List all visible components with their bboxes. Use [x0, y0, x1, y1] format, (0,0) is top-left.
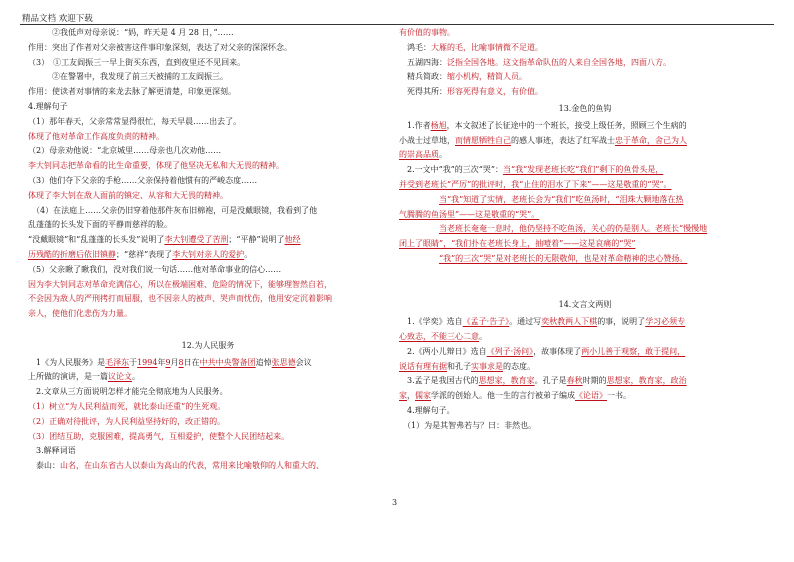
text-line	[399, 163, 771, 178]
answer-fill: 大雁的毛，比喻事情微不足道。	[431, 42, 543, 52]
text-line: （3） ①工友阎振三一早上街买东西，直到夜里还不见回来。	[28, 57, 246, 67]
answer-line: 体现了他对革命工作高度负责的精神。	[28, 131, 164, 141]
blank-line	[399, 282, 771, 297]
answer-fill: 《论语》	[575, 391, 607, 401]
text-line: ②在警署中，我发现了前三天被捕的工友阎振三。	[28, 72, 228, 82]
blank-line	[399, 267, 771, 282]
text-line: （1）那年春天，父亲常常显得很忙，每天早晨……出去了。	[28, 116, 242, 126]
text-line	[28, 248, 388, 263]
answer-fill: 家	[399, 391, 407, 401]
text-line	[399, 389, 771, 404]
text-line	[399, 252, 771, 267]
right-column	[399, 26, 771, 434]
text-segment: 。通过写	[509, 317, 542, 327]
text-line	[399, 315, 771, 330]
answer-fill: 思想家，教育家	[478, 376, 535, 386]
text-line	[399, 345, 771, 360]
text-segment: 和孔子	[447, 361, 471, 371]
answer-fill: 泛指全国各地。这文指革命队伍的人来自全国各地，四面八方。	[447, 57, 671, 67]
text-segment: ，故事体现了	[533, 346, 582, 356]
answer-line: 体现了李大钊在敌人面前的镇定、从容和大无畏的精神。	[28, 190, 228, 200]
text-segment: 2.《两小儿辩日》选自	[399, 346, 487, 356]
answer-fill: 当“我”知道了实情，老班长会为“我们”吃鱼汤时，“泪珠大颗地落在热	[439, 194, 684, 204]
answer-line: 有价值的事物。	[399, 28, 455, 37]
answer-line: 李大钊同志把革命看的比生命重要，体现了他坚决无私和大无畏的精神。	[28, 161, 284, 171]
answer-fill: 8	[178, 357, 184, 367]
answer-fill: 张思德	[271, 357, 296, 367]
text-line: 3.解释词语	[28, 446, 76, 456]
answer-fill: 忠于革命，舍己为人	[615, 135, 687, 145]
text-line	[28, 370, 388, 385]
text-line	[399, 237, 771, 252]
answer-fill: 杨旭	[430, 120, 447, 130]
text-line: 作用：使读者对事情的来龙去脉了解更清楚，印象更深刻。	[28, 87, 236, 97]
text-segment: 一书。	[607, 391, 631, 401]
text-line	[399, 374, 771, 389]
answer-fill: 缩小机构，精简人员。	[447, 72, 527, 82]
text-line	[28, 233, 388, 248]
answer-line: （3）团结互助，克服困难，提高勇气，互相爱护，使整个人民团结起来。	[28, 431, 290, 441]
text-segment: 追悼	[255, 357, 272, 367]
text-segment: 。	[244, 249, 253, 259]
text-line	[399, 70, 771, 85]
text-segment: 。	[479, 331, 487, 341]
text-line	[399, 134, 771, 149]
text-segment: 年	[157, 357, 166, 367]
text-line: 作用：突出了作者对父亲被害这件事印象深刻，表达了对父亲的深深怀念。	[28, 42, 292, 52]
text-segment: 五湖四海：	[399, 57, 447, 67]
answer-fill: 两小儿善于观察，敢于提问，	[581, 346, 686, 356]
answer-fill: 他经	[284, 235, 301, 245]
text-line	[399, 119, 771, 134]
text-segment: “没戴眼镜”和“乱蓬蓬的长头发”说明了	[28, 235, 165, 245]
text-segment	[399, 254, 439, 263]
text-line	[399, 222, 771, 237]
answer-fill: 山名，在山东省古人以泰山为高山的代表，常用来比喻敬仰的人和重大的、	[60, 461, 324, 471]
answer-fill: 说话有理有据	[399, 361, 447, 371]
text-segment: 1.《学奕》选自	[399, 317, 463, 327]
answer-fill: 心致志，不能三心二意	[399, 331, 479, 341]
text-segment: ；“慈祥”表现了	[116, 249, 173, 259]
text-segment	[399, 195, 439, 204]
text-line	[399, 193, 771, 208]
header-divider	[20, 24, 774, 25]
answer-fill: 形容死得有意义，有价值。	[447, 87, 543, 97]
text-line	[28, 356, 388, 371]
answer-fill: 当老班长奄奄一息时，他仍坚持不吃鱼汤，关心的仍是别人。老班长“慢慢地	[439, 224, 708, 234]
text-segment: 。	[439, 150, 447, 160]
answer-fill: “我”的三次“哭”是对老班长的无限敬仰，也是对革命精神的忠心赞扬。	[439, 253, 688, 263]
text-segment: 上所做的演讲，是一篇	[28, 372, 108, 382]
answer-fill: 春秋	[566, 376, 583, 386]
answer-fill: 中共中央警备团	[199, 357, 256, 367]
answer-fill: 9	[165, 357, 171, 367]
text-line: 乱蓬蓬的长头发下面的平静而慈祥的脸。	[28, 220, 172, 230]
answer-fill: 学习必须专	[645, 317, 686, 327]
text-segment: 泰山：	[28, 461, 60, 471]
text-line: （2）母亲劝他说：“北京城里……母亲也几次劝他……	[28, 146, 222, 156]
text-line: （1）为是其智弗若与？曰：非然也。	[399, 420, 537, 430]
text-segment: 的态度。	[503, 361, 535, 371]
text-segment: 死得其所：	[399, 87, 447, 97]
text-segment: 1《为人民服务》是	[28, 357, 106, 367]
answer-fill: 当“我”发现老班长吃“我们”剩下的鱼骨头是，	[503, 165, 664, 175]
text-segment: 小战士过草地，	[399, 135, 455, 145]
text-line	[399, 360, 771, 375]
text-line: 4.理解句子	[28, 101, 68, 111]
answer-line: 因为李大钊同志对革命充满信心，所以在极端困难、危险的情况下，能够理智然自若，	[28, 279, 332, 289]
answer-fill: 而情愿牺牲自己	[455, 135, 511, 145]
text-segment: 。孔子是	[534, 376, 567, 386]
answer-fill: 历残酷的折磨后依旧镇静	[28, 249, 116, 259]
answer-line: 亲人，使他们化悲伤为力量。	[28, 309, 132, 319]
answer-fill: 李大钊对亲人的爱护	[172, 249, 245, 259]
text-line	[399, 41, 771, 56]
section-heading: 12.为人民服务	[181, 340, 235, 350]
left-column	[28, 26, 388, 474]
answer-fill: 奕秋教两人下棋	[541, 317, 598, 327]
blank-line	[28, 322, 388, 337]
answer-fill: 李大钊遭受了苦刑	[164, 235, 229, 245]
text-line: （4）在法庭上……父亲仍旧穿着他那件灰布旧棉袍，可是没戴眼镜，我看到了他	[28, 205, 318, 215]
text-segment: 3.孟子是我国古代的	[399, 376, 479, 386]
text-segment: ，本文叙述了长征途中的一个班长，接受上级任务，照顾三个生病的	[446, 120, 687, 130]
document-header: 精品文档 欢迎下载	[22, 14, 93, 24]
answer-fill: 气腾腾的鱼汤里”——这是敬重的“哭”。	[399, 209, 540, 219]
text-segment: ；“平静”说明了	[228, 235, 285, 245]
text-segment: 的事，说明了	[597, 317, 646, 327]
text-segment: 2.一文中“我”的三次“哭”：	[399, 165, 503, 175]
text-segment: 月	[170, 357, 179, 367]
text-line	[399, 148, 771, 163]
text-segment: 的感人事迹，表达了红军战士	[511, 135, 615, 145]
text-line	[399, 178, 771, 193]
text-line: 4.理解句子。	[399, 405, 455, 415]
answer-fill: 《孟子·告子》	[462, 317, 510, 327]
text-line: （5）父亲瞅了瞅我们，没对我们说一句话……他对革命事业的信心……	[28, 264, 282, 274]
text-line	[399, 330, 771, 345]
section-heading: 13.金色的鱼钩	[558, 103, 612, 113]
answer-line: （1）树立“为人民利益而死，就比泰山还重”的生死观。	[28, 401, 226, 411]
answer-fill: 思想家，教育家，政治	[606, 376, 687, 386]
text-segment: 日在	[183, 357, 200, 367]
text-line: 2.文章从三方面说明怎样才能完全彻底地为人民服务。	[28, 387, 228, 397]
text-line: （3）他们夺下父亲的手枪……父亲保持着他惯有的严峻态度……	[28, 175, 258, 185]
text-segment: 精兵简政：	[399, 72, 447, 82]
text-line: ②我低声对母亲说：“妈，昨天是 4 月 28 日，”……	[28, 28, 234, 37]
text-segment: 1.作者	[399, 120, 431, 130]
answer-fill: 1994	[137, 357, 158, 367]
answer-fill: 并受到老班长“严厉”的批评时，我“止住的泪水了下来”——这是敬重的“哭”。	[399, 179, 672, 189]
text-segment	[399, 224, 439, 233]
answer-line: （2）正确对待批评，为人民利益坚持好的，改正错的。	[28, 416, 226, 426]
answer-fill: 毛泽东	[105, 357, 130, 367]
text-segment: 学派的创始人。他一生的言行被弟子编成	[431, 391, 575, 401]
answer-fill: 儒家	[415, 391, 431, 401]
answer-fill: 的崇高品质	[399, 150, 439, 160]
text-line	[399, 208, 771, 223]
text-segment: 于	[129, 357, 138, 367]
text-segment: 时期的	[582, 376, 607, 386]
answer-fill: 议论文	[108, 372, 132, 382]
answer-fill: 《列子·汤问》	[486, 346, 534, 356]
text-line	[28, 459, 388, 474]
answer-fill: 实事求是	[471, 361, 503, 371]
page-number: 3	[392, 498, 398, 507]
answer-line: 不会因为敌人的严刑拷打而屈服，也不因亲人的被声、哭声而忧伤，他用安定沉着影响	[28, 294, 332, 304]
answer-fill: 闭上了眼睛”，“我们扑在老班长身上，抽噎着”——这是哀痛的“哭”	[399, 239, 636, 249]
text-line	[399, 85, 771, 100]
section-heading: 14.文言文两则	[558, 300, 612, 310]
text-line	[399, 56, 771, 71]
text-segment: 。	[132, 372, 140, 382]
text-segment: 会议	[295, 357, 312, 367]
text-segment: ，	[407, 391, 415, 401]
text-segment: 鸿毛：	[399, 42, 431, 52]
